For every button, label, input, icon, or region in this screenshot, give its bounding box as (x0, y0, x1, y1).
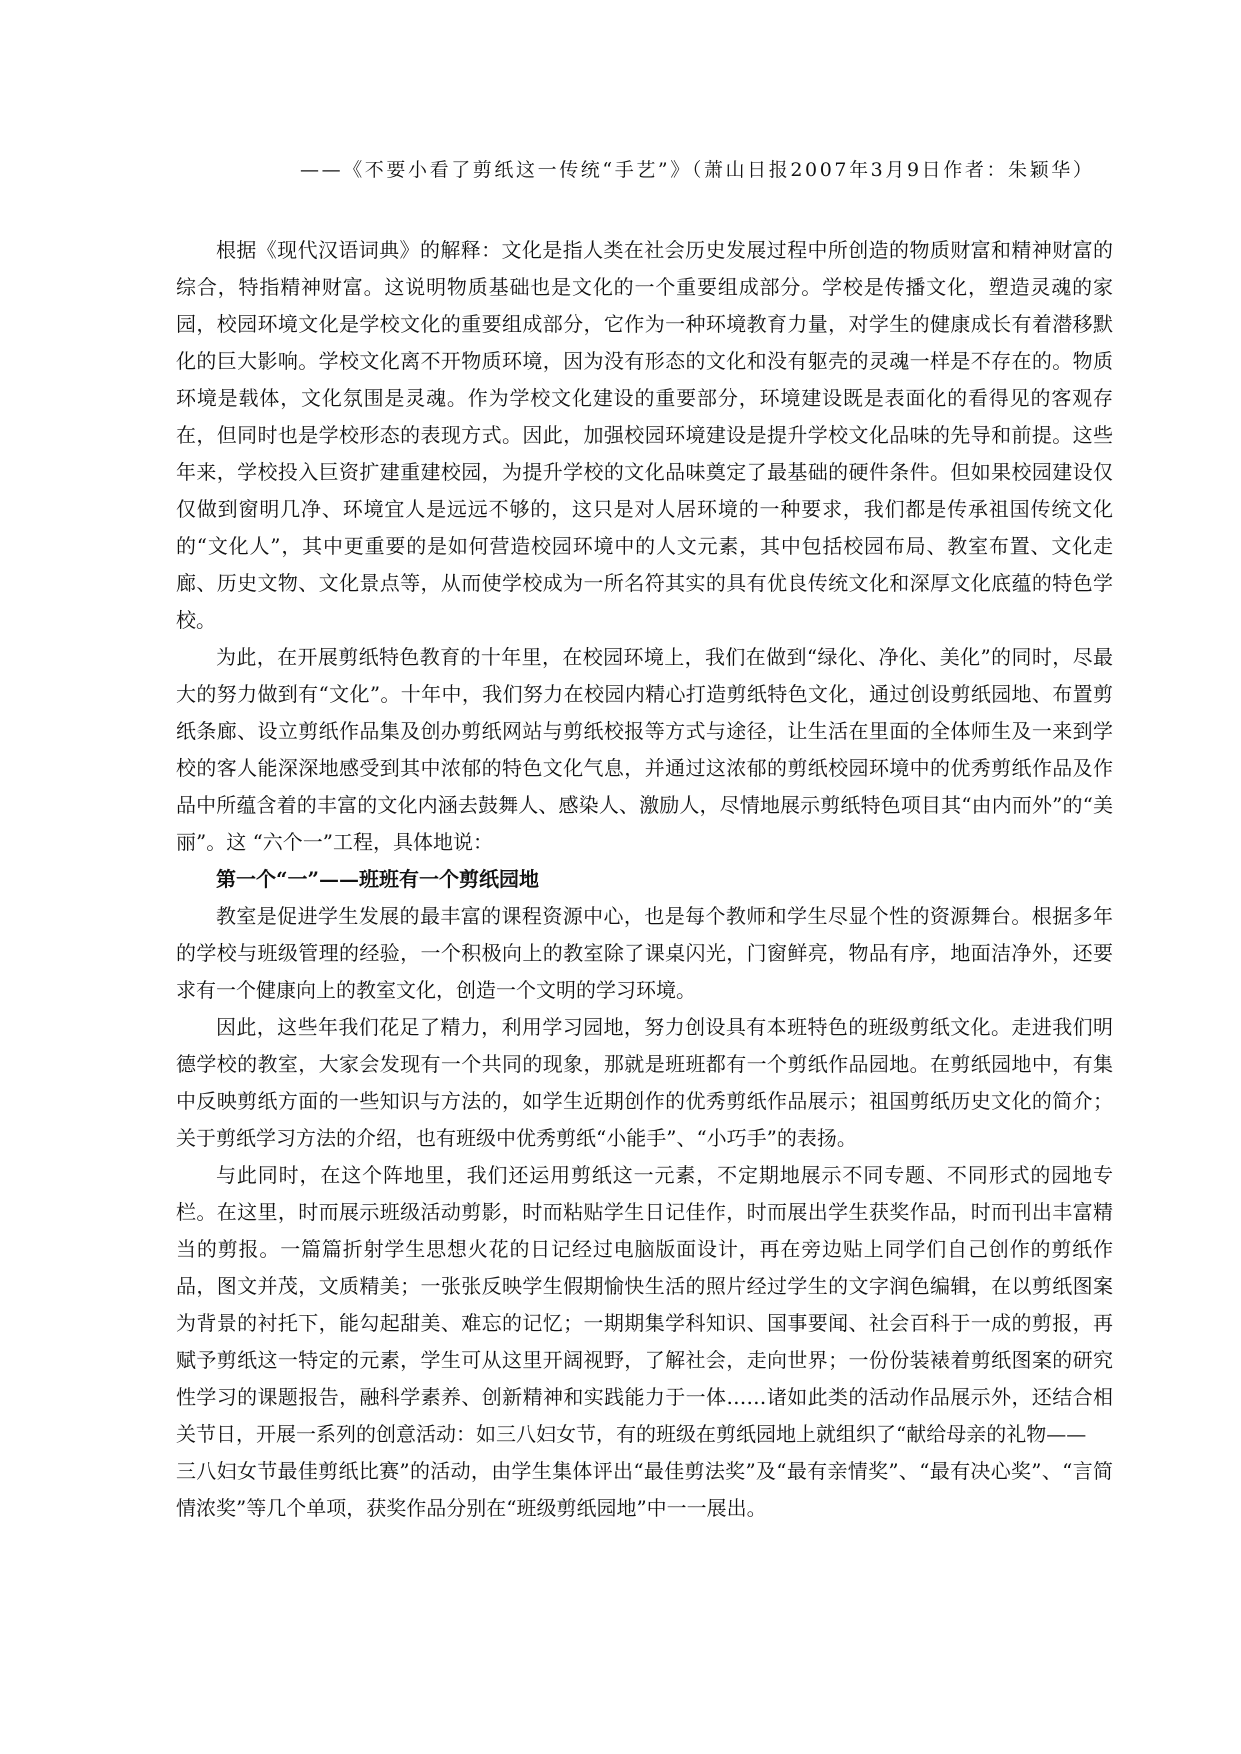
citation-line: ——《不要小看了剪纸这一传统“手艺”》（萧山日报2007年3月9日作者：朱颖华） (300, 159, 1095, 181)
section-heading-first-one: 第一个“一”——班班有一个剪纸园地 (216, 867, 540, 891)
paragraph-culture-definition: 根据《现代汉语词典》的解释：文化是指人类在社会历史发展过程中所创造的物质财富和精神财富的综合，特指精神财富。这说明物质基础也是文化的一个重要组成部分。学校是传播文化，塑造灵魂的家园，校园环境文化是学校文化的重要组成部分，它作为一种环境教育力量，对学生的健康成长有着潜移默化的巨大影响。学校文化离不开物质环境，因为没有形态的文化和没有躯壳的灵魂一样是不存在的。物质环境是载体，文化氛围是灵魂。作为学校文化建设的重要部分，环境建设既是表面化的看得见的客观存在，但同时也是学校形态的表现方式。因此，加强校园环境建设是提升学校文化品味的先导和前提。这些年来，学校投入巨资扩建重建校园，为提升学校的文化品味奠定了最基础的硬件条件。但如果校园建设仅仅做到窗明几净、环境宜人是远远不够的，这只是对人居环境的一种要求，我们都是传承祖国传统文化的“文化人”，其中更重要的是如何营造校园环境中的人文元素，其中包括校园布局、教室布置、文化走廊、历史文物、文化景点等，从而使学校成为一所名符其实的具有优良传统文化和深厚文化底蕴的特色学校。 (176, 238, 1113, 632)
paragraph-class-papercut-garden: 因此，这些年我们花足了精力，利用学习园地，努力创设具有本班特色的班级剪纸文化。走进我们明德学校的教室，大家会发现有一个共同的现象，那就是班班都有一个剪纸作品园地。在剪纸园地中，有集中反映剪纸方面的一些知识与方法的，如学生近期创作的优秀剪纸作品展示；祖国剪纸历史文化的简介；关于剪纸学习方法的介绍，也有班级中优秀剪纸“小能手”、“小巧手”的表扬。 (176, 1015, 1113, 1150)
paragraph-six-ones-intro: 为此，在开展剪纸特色教育的十年里，在校园环境上，我们在做到“绿化、净化、美化”的同时，尽最大的努力做到有“文化”。十年中，我们努力在校园内精心打造剪纸特色文化，通过创设剪纸园地、布置剪纸条廊、设立剪纸作品集及创办剪纸网站与剪纸校报等方式与途径，让生活在里面的全体师生及一来到学校的客人能深深地感受到其中浓郁的特色文化气息，并通过这浓郁的剪纸校园环境中的优秀剪纸作品及作品中所蕴含着的丰富的文化内涵去鼓舞人、感染人、激励人，尽情地展示剪纸特色项目其“由内而外”的“美丽”。这 “六个一”工程，具体地说： (176, 645, 1113, 854)
paragraph-classroom-resource: 教室是促进学生发展的最丰富的课程资源中心，也是每个教师和学生尽显个性的资源舞台。根据多年的学校与班级管理的经验，一个积极向上的教室除了课桌闪光，门窗鲜亮，物品有序，地面洁净外，还要求有一个健康向上的教室文化，创造一个文明的学习环境。 (176, 904, 1113, 1002)
paragraph-garden-columns: 与此同时，在这个阵地里，我们还运用剪纸这一元素，不定期地展示不同专题、不同形式的园地专栏。在这里，时而展示班级活动剪影，时而粘贴学生日记佳作，时而展出学生获奖作品，时而刊出丰富精当的剪报。一篇篇折射学生思想火花的日记经过电脑版面设计，再在旁边贴上同学们自己创作的剪纸作品，图文并茂，文质精美；一张张反映学生假期愉快生活的照片经过学生的文字润色编辑，在以剪纸图案为背景的衬托下，能勾起甜美、难忘的记忆；一期期集学科知识、国事要闻、社会百科于一成的剪报，再赋予剪纸这一特定的元素，学生可从这里开阔视野，了解社会，走向世界；一份份装裱着剪纸图案的研究性学习的课题报告，融科学素养、创新精神和实践能力于一体……诸如此类的活动作品展示外，还结合相关节日，开展一系列的创意活动：如三八妇女节，有的班级在剪纸园地上就组织了“献给母亲的礼物—— (176, 1163, 1113, 1446)
paragraph-womens-day-contest: 三八妇女节最佳剪纸比赛”的活动，由学生集体评出“最佳剪法奖”及“最有亲情奖”、“最有决心奖”、“言简情浓奖”等几个单项，获奖作品分别在“班级剪纸园地”中一一展出。 (176, 1459, 1113, 1520)
document-body (176, 232, 1113, 1527)
